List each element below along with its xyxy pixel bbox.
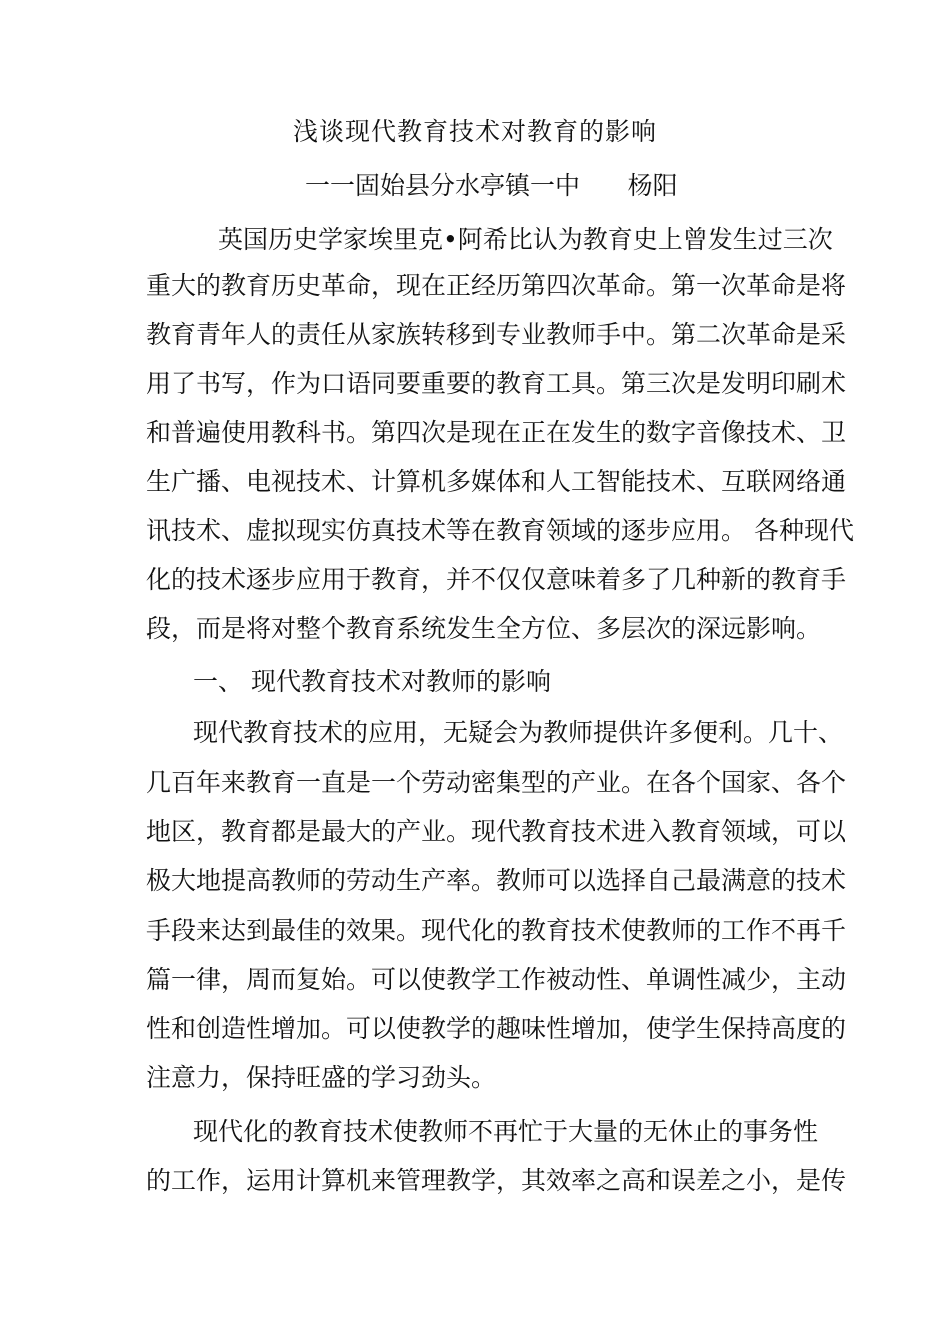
paragraph-line: 性和创造性增加。可以使教学的趣味性增加，使学生保持高度的 — [146, 1014, 847, 1043]
paragraph-line: 用了书写，作为口语同要重要的教育工具。第三次是发明印刷术 — [146, 369, 847, 398]
document-subtitle: 一一固始县分水亭镇一中 杨阳 — [305, 171, 678, 200]
paragraph-line: 手段来达到最佳的效果。现代化的教育技术使教师的工作不再千 — [146, 916, 847, 945]
paragraph-line: 化的技术逐步应用于教育，并不仅仅意味着多了几种新的教育手 — [146, 565, 847, 594]
paragraph-line: 的工作，运用计算机来管理教学，其效率之高和误差之小，是传 — [146, 1166, 847, 1195]
paragraph-line: 重大的教育历史革命，现在正经历第四次革命。第一次革命是将 — [146, 271, 847, 300]
paragraph-line: 和普遍使用教科书。第四次是现在正在发生的数字音像技术、卫 — [146, 418, 847, 447]
paragraph-line: 段，而是将对整个教育系统发生全方位、多层次的深远影响。 — [146, 614, 822, 643]
paragraph-line: 现代化的教育技术使教师不再忙于大量的无休止的事务性 — [193, 1117, 819, 1146]
paragraph-line: 生广播、电视技术、计算机多媒体和人工智能技术、互联网络通 — [146, 467, 847, 496]
paragraph-line: 篇一律，周而复始。可以使教学工作被动性、单调性减少，主动 — [146, 965, 847, 994]
paragraph-line: 现代教育技术的应用，无疑会为教师提供许多便利。几十、 — [193, 718, 844, 747]
paragraph-line: 注意力，保持旺盛的学习劲头。 — [146, 1063, 497, 1092]
paragraph-line: 教育青年人的责任从家族转移到专业教师手中。第二次革命是采 — [146, 320, 847, 349]
section-heading: 一、 现代教育技术对教师的影响 — [193, 667, 551, 696]
paragraph-line: 几百年来教育一直是一个劳动密集型的产业。在各个国家、各个 — [146, 768, 847, 797]
document-title: 浅谈现代教育技术对教育的影响 — [292, 117, 657, 146]
paragraph-line: 英国历史学家埃里克•阿希比认为教育史上曾发生过三次 — [218, 225, 833, 254]
paragraph-line: 极大地提高教师的劳动生产率。教师可以选择自己最满意的技术 — [146, 866, 847, 895]
paragraph-line: 地区，教育都是最大的产业。现代教育技术进入教育领域，可以 — [146, 817, 847, 846]
paragraph-line: 讯技术、虚拟现实仿真技术等在教育领域的逐步应用。 各种现代 — [146, 516, 854, 545]
